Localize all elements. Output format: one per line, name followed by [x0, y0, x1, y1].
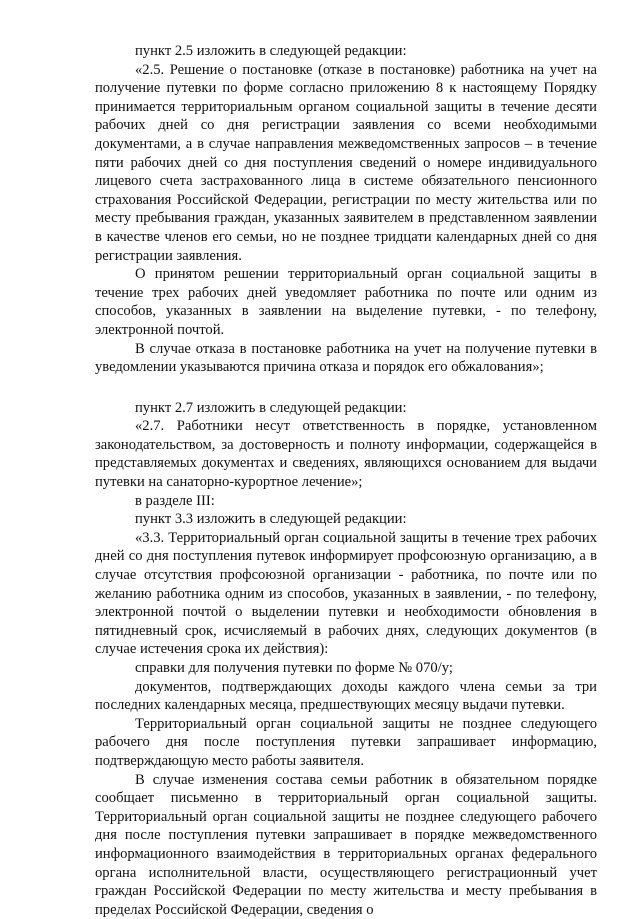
section-1-paragraph: В случае отказа в постановке работника на учет на получение путевки в уведомлении указываются причина отказа и порядок его обжалования»;	[95, 340, 597, 376]
section-2-paragraph: Территориальный орган социальной защиты не позднее следующего рабочего дня после поступления путевки запрашивает информацию, подтверждающую место работы заявителя.	[95, 715, 597, 769]
section-2-paragraph: «2.7. Работники несут ответственность в порядке, установленном законодательством, за достоверность и полноту информации, содержащейся в представляемых документах и сведениях, являющихся основанием для выдачи путевки на санаторно-курортное лечение»;	[95, 418, 597, 491]
section-2-paragraph: справки для получения путевки по форме № 070/у;	[135, 660, 453, 676]
section-2-heading: пункт 2.7 изложить в следующей редакции:	[135, 399, 407, 416]
document-page	[95, 42, 597, 919]
section-2-paragraph: пункт 3.3 изложить в следующей редакции:	[135, 511, 407, 528]
section-1-heading: пункт 2.5 изложить в следующей редакции:	[135, 43, 407, 59]
section-2-paragraph: В случае изменения состава семьи работник в обязательном порядке сообщает письменно в территориальный орган социальной защиты. Территориальный орган социальной защиты не позднее следующего рабочего дня после поступления путевки запрашивает в порядке межведомственного информационного взаимодействия в территориальных органах федерального органа исполнительной власти, осуществляющего регистрационный учет граждан Российской Федерации по месту жительства и месту пребывания в пределах Российской Федерации, сведения о	[95, 771, 597, 918]
section-1-paragraph: «2.5. Решение о постановке (отказе в постановке) работника на учет на получение путевки по форме согласно приложению 8 к настоящему Порядку принимается территориальным органом социальной защиты в течение десяти рабочих дней со дня регистрации заявления со всеми необходимыми документами, а в случае направления межведомственных запросов – в течение пяти рабочих дней со дня поступления сведений о номере индивидуального лицевого счета застрахованного лица в системе обязательного пенсионного страхования Российской Федерации, регистрации по месту жительства или по месту пребывания граждан, указанных заявителем в представленном заявлении в качестве членов его семьи, но не позднее тридцати календарных дней со дня регистрации заявления.	[95, 61, 597, 264]
section-2-paragraph: «3.3. Территориальный орган социальной защиты в течение трех рабочих дней со дня поступления путевок информирует профсоюзную организацию, а в случае отсутствия профсоюзной организации - работника, по почте или по желанию работника одним из способов, указанных в заявлении, - по телефону, электронной почтой о выделении путевки и необходимости обновления в пятидневный срок, исчисляемый в рабочих днях, следующих документов (в случае истечения срока их действия):	[95, 529, 597, 658]
section-1-paragraph: О принятом решении территориальный орган социальной защиты в течение трех рабочих дней уведомляет работника по почте или одним из способов, указанных в заявлении на выделение путевки, - по телефону, электронной почтой.	[95, 266, 597, 338]
section-2-paragraph: документов, подтверждающих доходы каждого члена семьи за три последних календарных месяца, предшествующих месяцу выдачи путевки.	[95, 678, 597, 714]
section-spacer	[95, 377, 597, 399]
section-2-paragraph: в разделе III:	[135, 492, 215, 509]
